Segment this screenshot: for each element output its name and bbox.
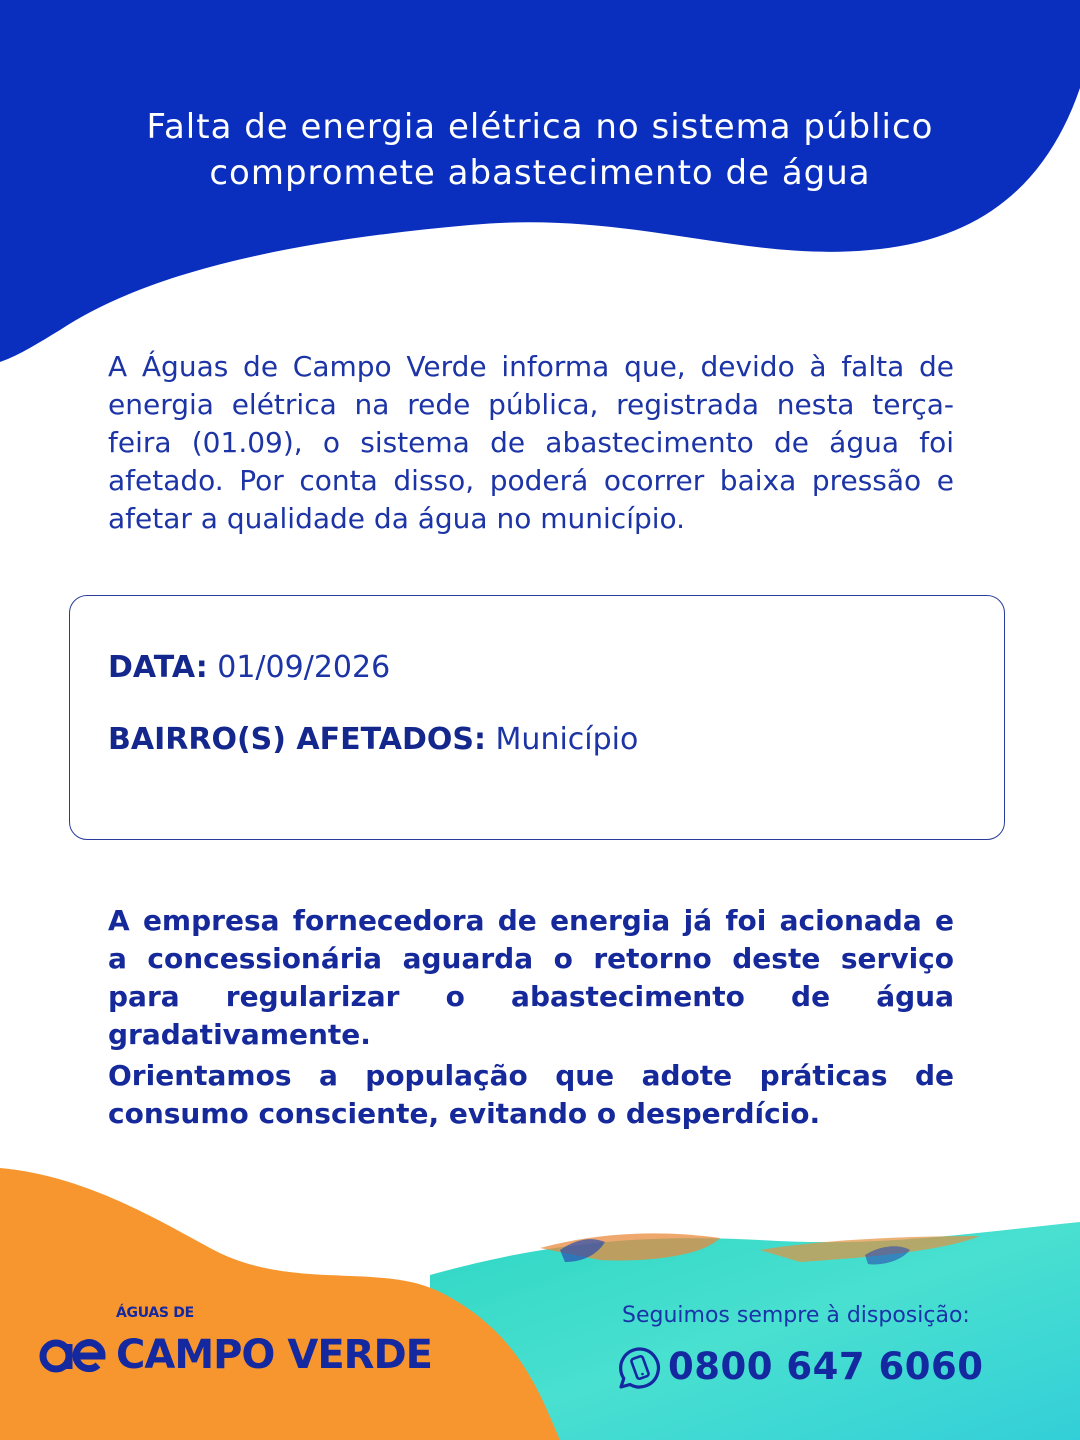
company-logo: [38, 1305, 458, 1385]
title-line-2: compromete abastecimento de água: [209, 153, 871, 193]
date-row: [108, 649, 390, 687]
date-value: 01/09/2026: [217, 650, 391, 685]
intro-paragraph: A Águas de Campo Verde informa que, devido à falta de energia elétrica na rede pública, registrada nesta terça-feira (01.09), o sistema de abastecimento de água foi afetado. Por conta disso, poderá ocorrer baixa pressão e afetar a qualidade da água no município.: [108, 350, 954, 535]
page-title: [60, 104, 1020, 196]
title-line-1: Falta de energia elétrica no sistema público: [146, 107, 934, 147]
phone-contact[interactable]: [618, 1342, 1038, 1392]
areas-value: Município: [495, 722, 639, 757]
notice-paragraph-2: Orientamos a população que adote práticas de consumo consciente, evitando o desperdício.: [108, 1059, 954, 1130]
whatsapp-icon: [618, 1346, 662, 1390]
info-box: [69, 595, 1005, 840]
date-label: DATA:: [108, 650, 208, 685]
areas-label: BAIRRO(S) AFETADOS:: [108, 722, 486, 757]
logo-mark-icon: [38, 1336, 108, 1376]
logo-small-text: ÁGUAS DE: [116, 1305, 194, 1321]
logo-big-text: CAMPO VERDE: [116, 1332, 432, 1378]
phone-number: 0800 647 6060: [668, 1345, 984, 1388]
contact-label: Seguimos sempre à disposição:: [622, 1303, 970, 1328]
notice-paragraph-1: A empresa fornecedora de energia já foi acionada e a concessionária aguarda o retorno deste serviço para regularizar o abastecimento de água gradativamente.: [108, 904, 954, 1051]
areas-row: [108, 721, 638, 759]
